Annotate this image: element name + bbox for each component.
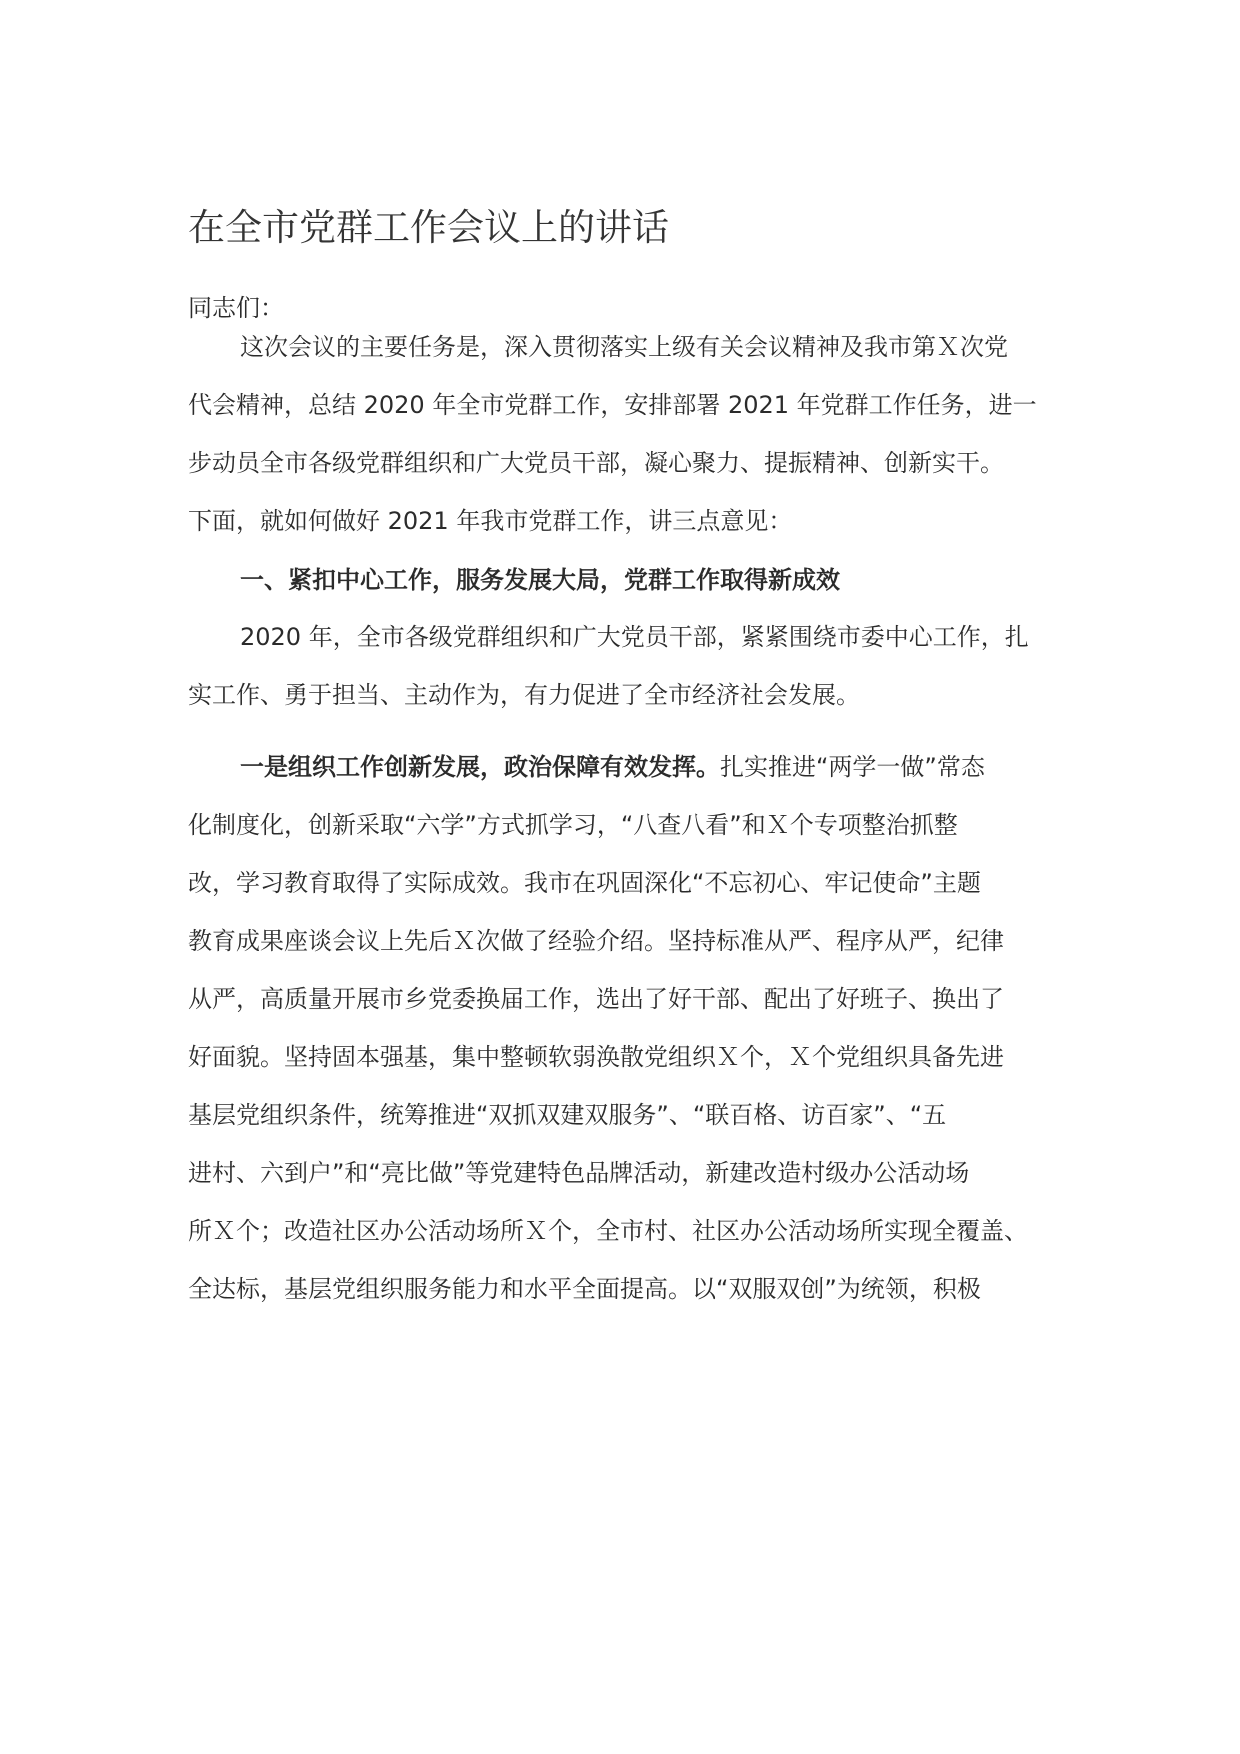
paragraph-line: 这次会议的主要任务是，深入贯彻落实上级有关会议精神及我市第Ｘ次党 [240,333,1008,361]
paragraph-line [188,747,985,787]
document-title: 在全市党群工作会议上的讲话 [188,206,669,249]
greeting: 同志们： [188,294,284,322]
paragraph-line: 所Ｘ个；改造社区办公活动场所Ｘ个，全市村、社区办公活动场所实现全覆盖、 [188,1217,1028,1245]
section-heading: 一、紧扣中心工作，服务发展大局，党群工作取得新成效 [240,566,840,594]
paragraph-line: 实工作、勇于担当、主动作为，有力促进了全市经济社会发展。 [188,681,860,709]
paragraph-line: 代会精神，总结 2020 年全市党群工作，安排部署 2021 年党群工作任务，进一 [188,391,1037,419]
paragraph-lead-rest: 扎实推进“两学一做”常态 [720,753,985,781]
paragraph-line: 基层党组织条件，统筹推进“双抓双建双服务”、“联百格、访百家”、“五 [188,1101,947,1129]
paragraph-line: 教育成果座谈会议上先后Ｘ次做了经验介绍。坚持标准从严、程序从严，纪律 [188,927,1004,955]
paragraph-line: 好面貌。坚持固本强基，集中整顿软弱涣散党组织Ｘ个，Ｘ个党组织具备先进 [188,1043,1004,1071]
paragraph-line: 化制度化，创新采取“六学”方式抓学习，“八查八看”和Ｘ个专项整治抓整 [188,811,958,839]
paragraph-line: 改，学习教育取得了实际成效。我市在巩固深化“不忘初心、牢记使命”主题 [188,869,981,897]
paragraph-lead: 一是组织工作创新发展，政治保障有效发挥。 [240,753,720,781]
paragraph-line: 全达标，基层党组织服务能力和水平全面提高。以“双服双创”为统领，积极 [188,1275,981,1303]
paragraph-line: 从严，高质量开展市乡党委换届工作，选出了好干部、配出了好班子、换出了 [188,985,1004,1013]
paragraph-line: 2020 年，全市各级党群组织和广大党员干部，紧紧围绕市委中心工作，扎 [240,623,1029,651]
paragraph-line: 下面，就如何做好 2021 年我市党群工作，讲三点意见： [188,507,793,535]
paragraph-line: 进村、六到户”和“亮比做”等党建特色品牌活动，新建改造村级办公活动场 [188,1159,970,1187]
paragraph-line: 步动员全市各级党群组织和广大党员干部，凝心聚力、提振精神、创新实干。 [188,449,1004,477]
